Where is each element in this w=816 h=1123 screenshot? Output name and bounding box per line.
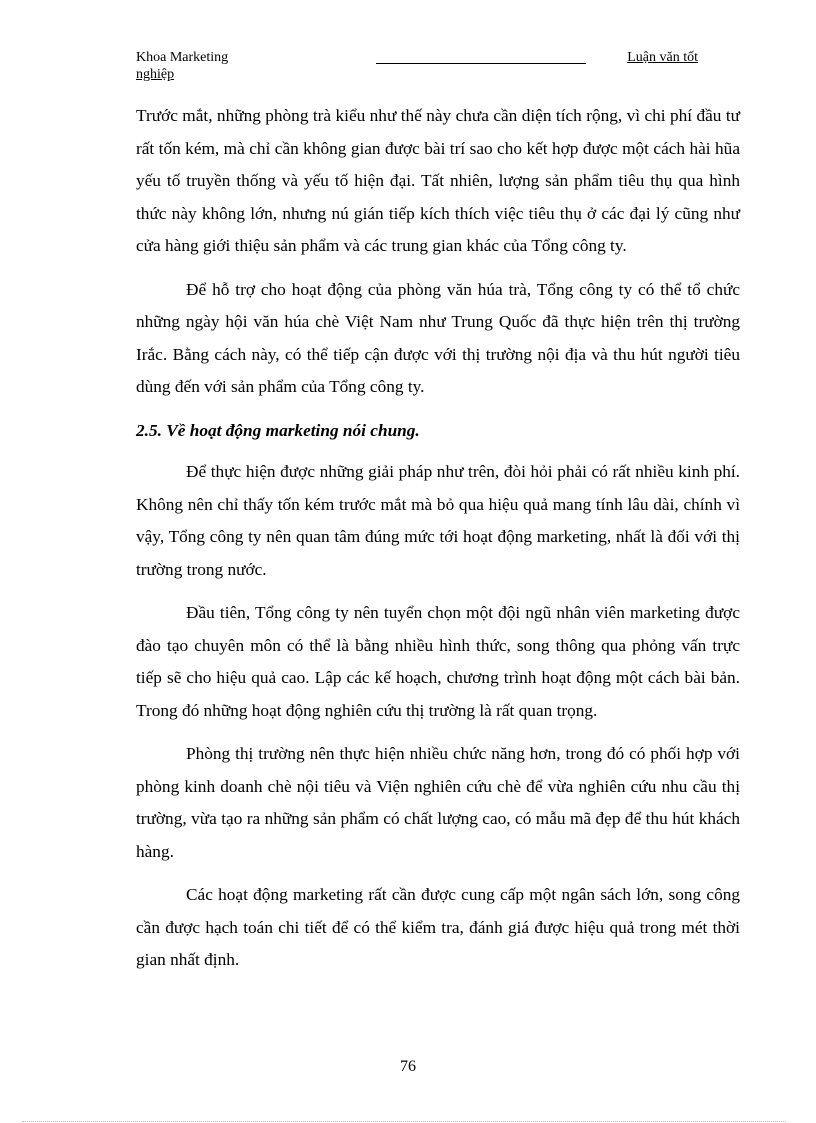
header-rule xyxy=(376,63,586,64)
paragraph: Phòng thị trường nên thực hiện nhiều chức năng hơn, trong đó có phối hợp với phòng kinh doanh chè nội tiêu và Viện nghiên cứu chè để vừa nghiên cứu nhu cầu thị trường, vừa tạo ra những sản phẩm có chất lượng cao, có mẫu mã đẹp để thu hút khách hàng. xyxy=(136,744,740,861)
page-number: 76 xyxy=(400,1058,416,1075)
paragraph: Các hoạt động marketing rất cần được cung cấp một ngân sách lớn, song công cần được hạch toán chi tiết để có thể kiểm tra, đánh giá được hiệu quả trong mét thời gian nhất định. xyxy=(136,885,740,969)
paragraph: Trước mắt, những phòng trà kiểu như thế này chưa cần diện tích rộng, vì chi phí đầu tư rất tốn kém, mà chỉ cần không gian được bài trí sao cho kết hợp được một cách hài hũa yếu tố truyền thống và yếu tố hiện đại. Tất nhiên, lượng sản phẩm tiêu thụ qua hình thức này không lớn, nhưng nú gián tiếp kích thích việc tiêu thụ ở các đại lý cũng như cửa hàng giới thiệu sản phẩm và các trung gian khác của Tổng công ty. xyxy=(136,106,740,255)
page-body xyxy=(136,100,740,988)
section-heading: 2.5. Về hoạt động marketing nói chung. xyxy=(136,420,420,440)
paragraph: Để thực hiện được những giải pháp như trên, đòi hỏi phải có rất nhiều kinh phí. Không nên chỉ thấy tốn kém trước mắt mà bỏ qua hiệu quả mang tính lâu dài, chính vì vậy, Tổng công ty nên quan tâm đúng mức tới hoạt động marketing, nhất là đối với thị trường trong nước. xyxy=(136,462,740,579)
paragraph: Đầu tiên, Tổng công ty nên tuyển chọn một đội ngũ nhân viên marketing được đào tạo chuyên môn có thể là bằng nhiều hình thức, song thông qua phỏng vấn trực tiếp sẽ cho hiệu quả cao. Lập các kế hoạch, chương trình hoạt động một cách bài bản. Trong đó những hoạt động nghiên cứu thị trường là rất quan trọng. xyxy=(136,603,740,720)
header-document-type: Luận văn tốt xyxy=(627,50,698,65)
header-document-type-continued: nghiệp xyxy=(136,67,175,82)
header-department: Khoa Marketing xyxy=(136,50,229,65)
paragraph: Để hỗ trợ cho hoạt động của phòng văn húa trà, Tổng công ty có thể tổ chức những ngày hội văn húa chè Việt Nam như Trung Quốc đã thực hiện trên thị trường Irắc. Bằng cách này, có thể tiếp cận được với thị trường nội địa và thu hút người tiêu dùng đến với sản phẩm của Tổng công ty. xyxy=(136,279,740,396)
page-header xyxy=(136,49,698,83)
page-bottom-edge xyxy=(22,1121,786,1122)
